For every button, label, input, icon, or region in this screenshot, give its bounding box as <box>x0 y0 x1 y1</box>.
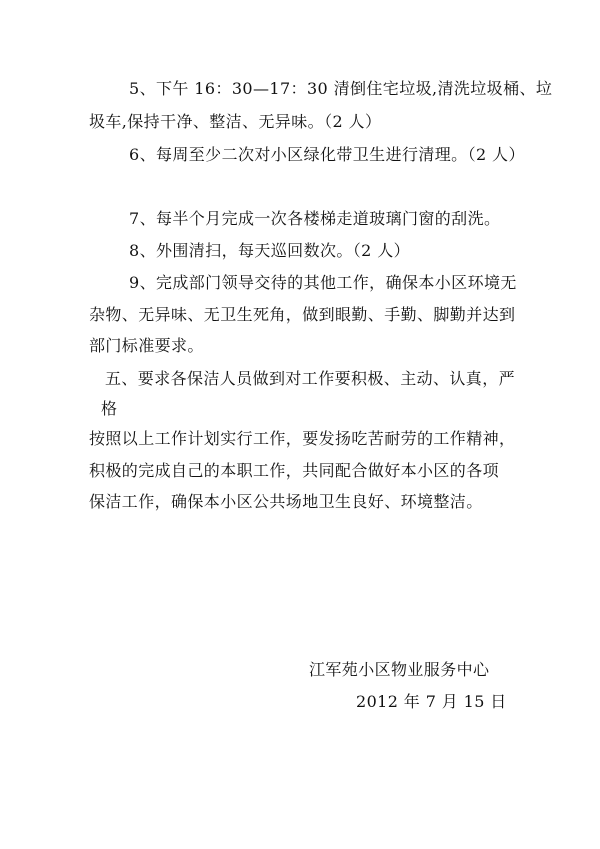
item-9-line-3: 部门标准要求。 <box>89 336 204 355</box>
signature-date: 2012 年 7 月 15 日 <box>356 692 507 711</box>
item-6-line-1: 6、每周至少二次对小区绿化带卫生进行清理。（2 人） <box>129 145 525 164</box>
item-9-line-1: 9、完成部门领导交待的其他工作，确保本小区环境无 <box>129 273 517 292</box>
item-5-line-2: 圾车,保持干净、整洁、无异味。（2 人） <box>89 112 382 131</box>
section-5-line-4: 积极的完成自己的本职工作，共同配合做好本小区的各项 <box>89 461 500 480</box>
item-9-line-2: 杂物、无异味、无卫生死角，做到眼勤、手勤、脚勤并达到 <box>89 305 516 324</box>
signature-organization: 江军苑小区物业服务中心 <box>309 660 490 679</box>
section-5-line-2: 格 <box>101 399 118 418</box>
item-8-line-1: 8、外围清扫，每天巡回数次。（2 人） <box>129 241 411 260</box>
item-5-line-1: 5、下午 16：30—17：30 清倒住宅垃圾,清洗垃圾桶、垃 <box>129 79 553 98</box>
section-5-line-5: 保洁工作，确保本小区公共场地卫生良好、环境整洁。 <box>89 492 483 511</box>
item-7-line-1: 7、每半个月完成一次各楼梯走道玻璃门窗的刮洗。 <box>129 209 501 228</box>
section-5-line-3: 按照以上工作计划实行工作，要发扬吃苦耐劳的工作精神， <box>89 429 516 448</box>
section-5-line-1: 五、要求各保洁人员做到对工作要积极、主动、认真，严 <box>105 369 516 388</box>
